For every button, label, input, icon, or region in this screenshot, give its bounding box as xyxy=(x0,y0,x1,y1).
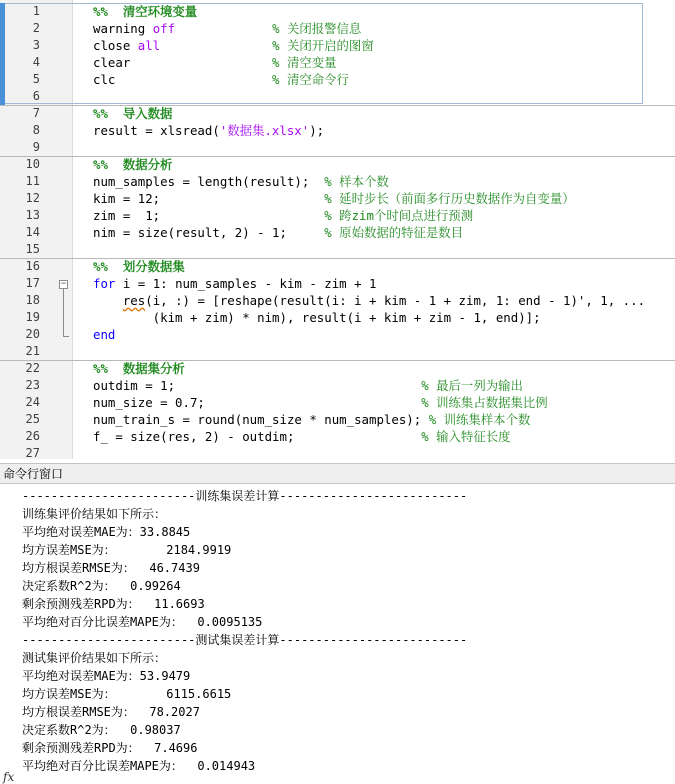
code-token: close xyxy=(93,38,138,53)
code-line[interactable] xyxy=(93,411,530,428)
code-token: result = xlsread( xyxy=(93,123,220,138)
code-token: % 跨zim个时间点进行预测 xyxy=(324,208,474,223)
line-number: 3 xyxy=(32,38,40,52)
code-token: % 关闭开启的图窗 xyxy=(272,38,374,53)
code-token: % 训练集样本个数 xyxy=(428,412,531,427)
code-line[interactable] xyxy=(93,309,541,326)
code-line[interactable] xyxy=(93,360,185,377)
code-token: '数据集.xlsx' xyxy=(219,123,310,138)
code-token: kim = 12; xyxy=(93,191,325,206)
code-token: outdim = 1; xyxy=(93,378,422,393)
code-token: % 样本个数 xyxy=(324,174,389,189)
line-number: 27 xyxy=(25,446,40,459)
command-window[interactable] xyxy=(0,485,675,782)
code-token: zim = 1; xyxy=(93,208,325,223)
code-token: %% 数据集分析 xyxy=(93,361,185,376)
code-line[interactable] xyxy=(93,326,115,343)
code-line[interactable] xyxy=(93,275,376,292)
line-number: 12 xyxy=(25,191,40,205)
line-number: 18 xyxy=(25,293,40,307)
code-token: %% 清空环境变量 xyxy=(93,4,198,19)
output-line: 剩余预测残差RPD为： 7.4696 xyxy=(22,741,198,755)
output-line: 平均绝对误差MAE为：33.8845 xyxy=(22,525,191,539)
line-number: 25 xyxy=(25,412,40,426)
line-number: 1 xyxy=(32,4,40,18)
line-number: 19 xyxy=(25,310,40,324)
output-line: 均方根误差RMSE为： 78.2027 xyxy=(22,705,200,719)
code-token: % 关闭报警信息 xyxy=(272,21,362,36)
line-number: 21 xyxy=(25,344,40,358)
code-line[interactable] xyxy=(93,292,645,309)
command-window-title: 命令行窗口 xyxy=(0,463,675,484)
code-token: %% 数据分析 xyxy=(93,157,173,172)
code-line[interactable] xyxy=(93,190,575,207)
fold-collapse-icon[interactable]: − xyxy=(60,279,67,289)
line-number: 20 xyxy=(25,327,40,341)
code-token: end xyxy=(93,327,116,342)
code-line[interactable] xyxy=(93,37,374,54)
code-token: warning xyxy=(93,21,153,36)
line-number: 17 xyxy=(25,276,40,290)
line-number: 11 xyxy=(25,174,40,188)
code-token xyxy=(175,21,272,36)
code-token: num_samples = length(result); xyxy=(93,174,325,189)
code-token: res xyxy=(122,293,146,308)
output-line: ------------------------训练集误差计算-------------------------- xyxy=(22,489,468,503)
code-token: % 清空变量 xyxy=(272,55,337,70)
output-line: 训练集评价结果如下所示： xyxy=(22,507,167,521)
code-token: % 最后一列为输出 xyxy=(421,378,523,393)
code-line[interactable] xyxy=(93,20,361,37)
code-line[interactable] xyxy=(93,156,172,173)
line-number: 10 xyxy=(25,157,40,171)
code-token: all xyxy=(137,38,161,53)
code-token: clc xyxy=(93,72,273,87)
code-token: num_train_s = round(num_size * num_samples); xyxy=(93,412,429,427)
code-token xyxy=(93,293,123,308)
code-token: % 输入特征长度 xyxy=(421,429,511,444)
code-token: num_size = 0.7; xyxy=(93,395,422,410)
output-line: 剩余预测残差RPD为： 11.6693 xyxy=(22,597,205,611)
code-line[interactable] xyxy=(93,224,463,241)
line-number: 9 xyxy=(32,140,40,154)
code-line[interactable] xyxy=(93,71,349,88)
line-number: 6 xyxy=(32,89,40,103)
code-token: nim = size(result, 2) - 1; xyxy=(93,225,325,240)
output-line: 均方根误差RMSE为： 46.7439 xyxy=(22,561,200,575)
line-number: 8 xyxy=(32,123,40,137)
output-line: 决定系数R^2为： 0.99264 xyxy=(22,579,181,593)
code-token: (kim + zim) * nim), result(i + kim + zim - 1, end)]; xyxy=(93,310,541,325)
code-token: i = 1: num_samples - kim - zim + 1 xyxy=(115,276,377,291)
output-line: ------------------------测试集误差计算-------------------------- xyxy=(22,633,468,647)
code-token: % 延时步长（前面多行历史数据作为自变量） xyxy=(324,191,575,206)
line-number: 2 xyxy=(32,21,40,35)
code-token: %% 导入数据 xyxy=(93,106,173,121)
code-line[interactable] xyxy=(93,394,548,411)
code-token: ); xyxy=(309,123,325,138)
output-line: 均方误差MSE为： 2184.9919 xyxy=(22,543,232,557)
code-token: clear xyxy=(93,55,273,70)
code-line[interactable] xyxy=(93,173,389,190)
code-line[interactable] xyxy=(93,428,511,445)
code-line[interactable] xyxy=(93,377,523,394)
code-line[interactable] xyxy=(93,54,337,71)
line-number: 14 xyxy=(25,225,40,239)
line-number: 15 xyxy=(25,242,40,256)
code-line[interactable] xyxy=(93,207,473,224)
output-line: 平均绝对百分比误差MAPE为： 0.014943 xyxy=(22,759,256,773)
output-line: 测试集评价结果如下所示： xyxy=(22,651,167,665)
fold-guide-line xyxy=(63,289,64,337)
line-number: 22 xyxy=(25,361,40,375)
code-token: % 训练集占数据集比例 xyxy=(421,395,548,410)
code-line[interactable] xyxy=(93,122,324,139)
code-line[interactable] xyxy=(93,258,185,275)
code-line[interactable] xyxy=(93,3,197,20)
output-line: 平均绝对误差MAE为：53.9479 xyxy=(22,669,191,683)
code-token: %% 划分数据集 xyxy=(93,259,185,274)
line-number: 5 xyxy=(32,72,40,86)
line-number: 23 xyxy=(25,378,40,392)
line-number: 26 xyxy=(25,429,40,443)
line-number: 4 xyxy=(32,55,40,69)
output-line: 决定系数R^2为： 0.98037 xyxy=(22,723,181,737)
output-line: 平均绝对百分比误差MAPE为： 0.0095135 xyxy=(22,615,263,629)
code-token xyxy=(160,38,272,53)
code-token: off xyxy=(152,21,176,36)
code-line[interactable] xyxy=(93,105,172,122)
line-number: 24 xyxy=(25,395,40,409)
line-number: 13 xyxy=(25,208,40,222)
code-token: for xyxy=(93,276,116,291)
fx-prompt-icon[interactable]: fx xyxy=(3,770,15,784)
code-token: % 原始数据的特征是数目 xyxy=(324,225,464,240)
line-number: 7 xyxy=(32,106,40,120)
output-line: 均方误差MSE为： 6115.6615 xyxy=(22,687,232,701)
code-token: % 清空命令行 xyxy=(272,72,349,87)
code-token: f_ = size(res, 2) - outdim; xyxy=(93,429,422,444)
fold-guide-end xyxy=(63,336,69,337)
code-token: (i, :) = [reshape(result(i: i + kim - 1 + zim, 1: end - 1)', 1, ... xyxy=(145,293,646,308)
line-number: 16 xyxy=(25,259,40,273)
